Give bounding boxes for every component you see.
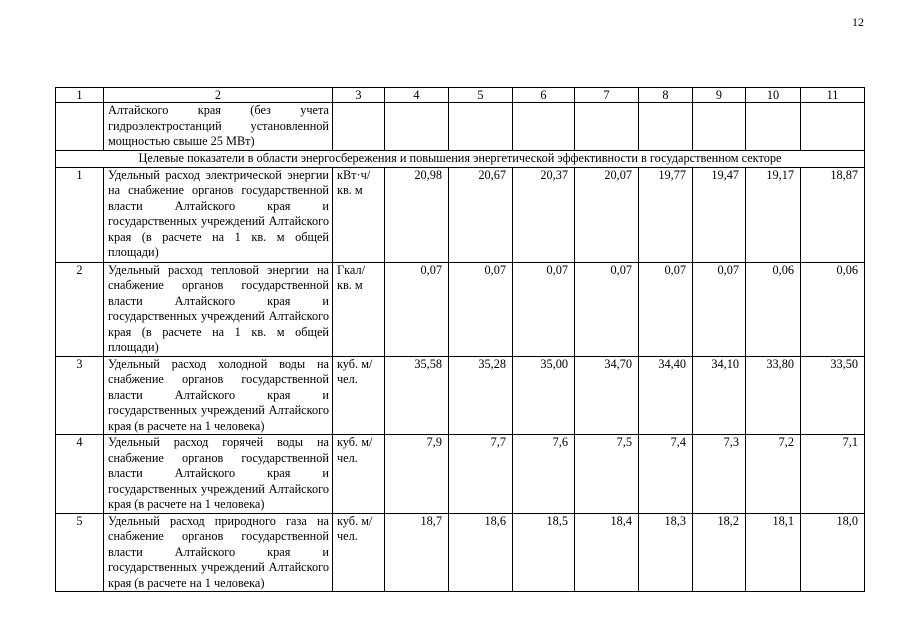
indicator-value: 18,2 xyxy=(693,513,746,592)
section-row xyxy=(56,151,865,168)
indicator-value: 20,98 xyxy=(385,167,449,262)
indicator-description: Удельный расход холодной воды на снабжение органов государственной власти Алтайского края и государственных учреждений Алтайского края (в расчете на 1 человека) xyxy=(104,356,333,435)
column-number: 7 xyxy=(575,88,639,103)
indicator-value: 35,00 xyxy=(513,356,575,435)
indicator-value: 7,6 xyxy=(513,435,575,514)
indicator-value: 19,47 xyxy=(693,167,746,262)
indicator-value: 35,58 xyxy=(385,356,449,435)
column-number: 1 xyxy=(56,88,104,103)
indicator-value: 7,1 xyxy=(801,435,865,514)
row-number: 4 xyxy=(56,435,104,514)
table-row xyxy=(56,513,865,592)
indicator-value: 33,50 xyxy=(801,356,865,435)
indicator-description: Удельный расход электрической энергии на снабжение органов государственной власти Алтайского края и государственных учреждений Алтайского края (в расчете на 1 кв. м общей площади) xyxy=(104,167,333,262)
unit-of-measure: кВт·ч/ кв. м xyxy=(333,167,385,262)
column-number: 6 xyxy=(513,88,575,103)
indicator-description: Удельный расход природного газа на снабжение органов государственной власти Алтайского края и государственных учреждений Алтайского края (в расчете на 1 человека) xyxy=(104,513,333,592)
indicator-value: 34,10 xyxy=(693,356,746,435)
indicator-value: 19,17 xyxy=(746,167,801,262)
table-row xyxy=(56,356,865,435)
indicator-value: 18,4 xyxy=(575,513,639,592)
indicator-value: 34,70 xyxy=(575,356,639,435)
indicator-value: 0,07 xyxy=(693,262,746,356)
indicators-table xyxy=(55,87,865,592)
indicator-value: 18,3 xyxy=(639,513,693,592)
indicator-value: 7,7 xyxy=(449,435,513,514)
continuation-text: Алтайского края (без учета гидроэлектростанций установленной мощностью свыше 25 МВт) xyxy=(104,103,333,151)
indicator-value: 18,87 xyxy=(801,167,865,262)
table-row xyxy=(56,167,865,262)
indicator-value: 0,06 xyxy=(746,262,801,356)
column-number-row xyxy=(56,88,865,103)
unit-of-measure: куб. м/ чел. xyxy=(333,513,385,592)
table-row xyxy=(56,435,865,514)
table-row xyxy=(56,262,865,356)
indicator-value: 35,28 xyxy=(449,356,513,435)
indicator-value: 18,6 xyxy=(449,513,513,592)
indicator-value: 0,07 xyxy=(449,262,513,356)
row-number: 3 xyxy=(56,356,104,435)
indicator-value: 20,67 xyxy=(449,167,513,262)
column-number: 5 xyxy=(449,88,513,103)
indicator-description: Удельный расход горячей воды на снабжение органов государственной власти Алтайского края и государственных учреждений Алтайского края (в расчете на 1 человека) xyxy=(104,435,333,514)
column-number: 10 xyxy=(746,88,801,103)
section-title: Целевые показатели в области энергосбережения и повышения энергетической эффективности в государственном секторе xyxy=(56,151,865,168)
column-number: 3 xyxy=(333,88,385,103)
page-number: 12 xyxy=(852,15,864,29)
indicator-value: 33,80 xyxy=(746,356,801,435)
indicator-value: 0,07 xyxy=(513,262,575,356)
column-number: 2 xyxy=(104,88,333,103)
indicator-value: 34,40 xyxy=(639,356,693,435)
row-number: 5 xyxy=(56,513,104,592)
column-number: 8 xyxy=(639,88,693,103)
indicator-value: 7,2 xyxy=(746,435,801,514)
indicator-value: 20,37 xyxy=(513,167,575,262)
indicator-value: 18,7 xyxy=(385,513,449,592)
row-number: 1 xyxy=(56,167,104,262)
indicator-value: 20,07 xyxy=(575,167,639,262)
indicator-value: 18,0 xyxy=(801,513,865,592)
indicator-value: 18,5 xyxy=(513,513,575,592)
indicator-value: 7,5 xyxy=(575,435,639,514)
indicator-value: 19,77 xyxy=(639,167,693,262)
indicator-value: 7,4 xyxy=(639,435,693,514)
unit-of-measure: куб. м/ чел. xyxy=(333,356,385,435)
column-number: 9 xyxy=(693,88,746,103)
column-number: 4 xyxy=(385,88,449,103)
indicator-value: 0,07 xyxy=(639,262,693,356)
indicator-value: 7,3 xyxy=(693,435,746,514)
indicator-value: 0,06 xyxy=(801,262,865,356)
indicator-value: 7,9 xyxy=(385,435,449,514)
continuation-row xyxy=(56,103,865,151)
indicator-value: 0,07 xyxy=(575,262,639,356)
unit-of-measure: куб. м/ чел. xyxy=(333,435,385,514)
indicator-value: 18,1 xyxy=(746,513,801,592)
unit-of-measure: Гкал/ кв. м xyxy=(333,262,385,356)
column-number: 11 xyxy=(801,88,865,103)
row-number: 2 xyxy=(56,262,104,356)
indicator-description: Удельный расход тепловой энергии на снабжение органов государственной власти Алтайского края и государственных учреждений Алтайского края (в расчете на 1 кв. м общей площади) xyxy=(104,262,333,356)
indicator-value: 0,07 xyxy=(385,262,449,356)
